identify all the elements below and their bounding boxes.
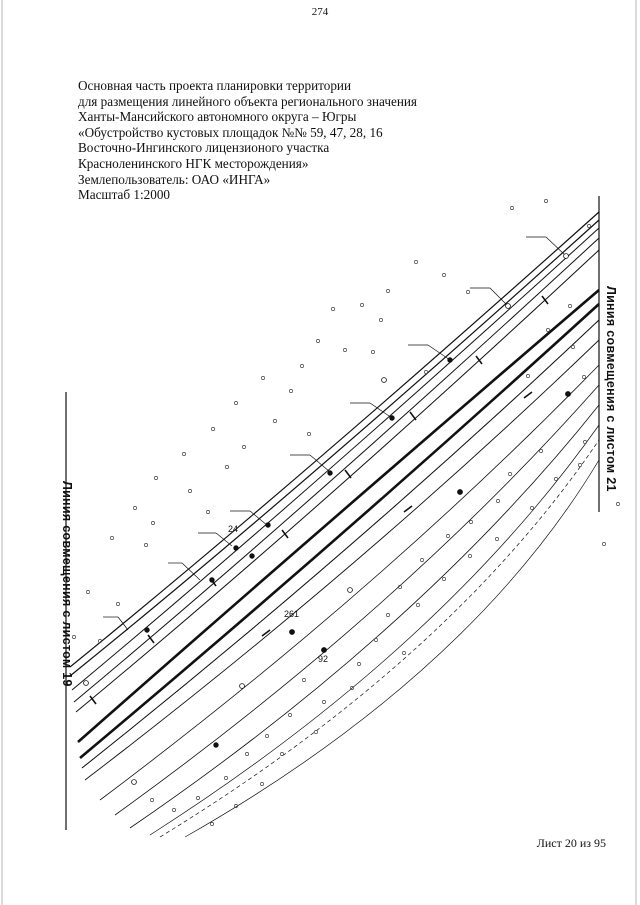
match-line-label-left: Линия совмещения с листом 19 [60,481,74,687]
sheet-label: Лист 20 из 95 [536,836,606,850]
corridor-line-8 [100,365,599,800]
title-line-1: Основная часть проекта планировки территории [78,78,352,93]
corridor-line-7 [85,340,599,780]
point-label-261: 261 [284,609,300,619]
corridor-line-3 [72,228,599,690]
title-line-8: Масштаб 1:2000 [78,187,171,203]
survey-points [84,254,571,785]
corridor-line-11 [150,425,599,835]
page-number: 274 [311,6,329,18]
point-label-92: 92 [318,654,329,664]
corridor-line-9 [115,385,599,815]
corridor-line-5 [76,250,599,712]
title-line-5: Восточно-Ингинского лицензионого участка [78,140,330,156]
station-labels [103,237,566,630]
corridor-line-10 [130,405,599,828]
road-thick-1 [78,290,599,742]
corridor-line-6 [82,320,599,768]
road-thick-2 [80,304,599,758]
pipeline-dashed [82,320,599,768]
match-line-label-right: Линия совмещения с листом 21 [604,286,618,492]
title-line-3: Ханты-Мансийского автономного округа – Югры [78,109,357,125]
point-label-24: 24 [228,524,239,534]
title-line-4: «Обустройство кустовых площадок №№ 59, 47, 28, 16 [78,124,383,140]
corridor-line-2 [70,220,599,676]
corridor-line-1 [70,212,599,667]
title-line-7: Землепользователь: ОАО «ИНГА» [78,171,271,187]
title-line-2: для размещения линейного объекта регионального значения [78,93,417,109]
corridor-lines [70,212,599,837]
corridor-line-13 [185,460,599,837]
title-line-6: Красноленинского НГК месторождения» [78,155,309,171]
